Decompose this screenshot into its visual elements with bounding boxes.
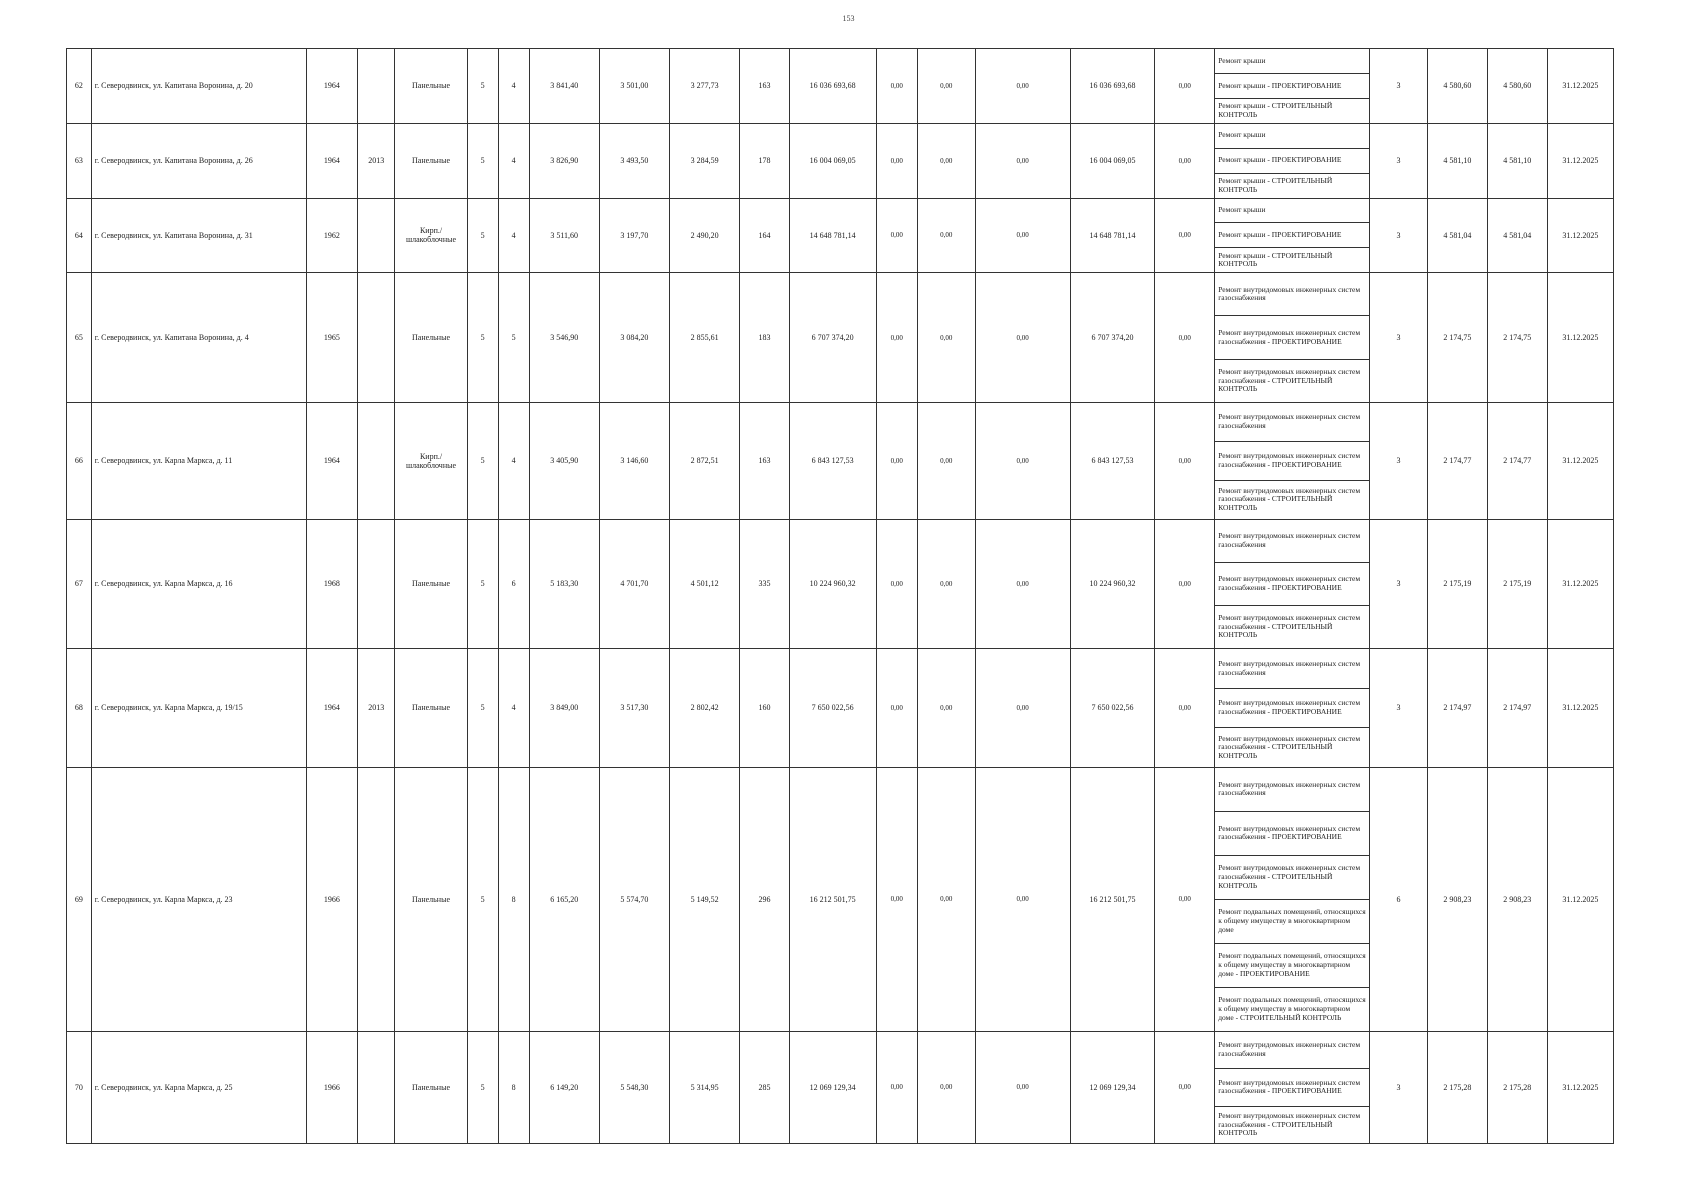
cell-cost-region: 0,00 (917, 1031, 975, 1143)
works-list (1215, 403, 1369, 519)
cell-area-living: 5 548,30 (599, 1031, 669, 1143)
work-item: Ремонт подвальных помещений, относящихся к общему имуществу в многоквартирном доме (1215, 900, 1369, 944)
cell-cost-owners: 6 707 374,20 (1070, 273, 1155, 403)
works-cell (1215, 49, 1370, 124)
works-cell (1215, 273, 1370, 403)
cell-cost-other: 0,00 (1155, 767, 1215, 1031)
table-row (67, 198, 1614, 273)
cell-cost-total: 10 224 960,32 (789, 519, 876, 649)
cell-cost-total: 6 843 127,53 (789, 402, 876, 519)
cell-cost-other: 0,00 (1155, 649, 1215, 768)
work-item: Ремонт крыши (1215, 124, 1369, 149)
table-row (67, 402, 1614, 519)
cell-area-living: 3 493,50 (599, 123, 669, 198)
cell-year-repair (358, 49, 395, 124)
cell-entrances: 4 (498, 123, 529, 198)
cell-area-owned: 5 149,52 (670, 767, 740, 1031)
work-item: Ремонт крыши - ПРОЕКТИРОВАНИЕ (1215, 149, 1369, 174)
cell-works-count: 3 (1370, 123, 1428, 198)
cell-year-built: 1964 (306, 49, 358, 124)
cell-deadline: 31.12.2025 (1547, 123, 1613, 198)
cell-entrances: 8 (498, 767, 529, 1031)
cell-cost-fund: 0,00 (876, 519, 917, 649)
cell-year-repair (358, 198, 395, 273)
cell-unit-cost-max: 2 175,28 (1487, 1031, 1547, 1143)
work-item: Ремонт крыши - СТРОИТЕЛЬНЫЙ КОНТРОЛЬ (1218, 175, 1333, 194)
cell-unit-cost-max: 2 175,19 (1487, 519, 1547, 649)
cell-num: 63 (67, 123, 92, 198)
table-row (67, 767, 1614, 1031)
cell-floors: 5 (467, 519, 498, 649)
cell-area-total: 3 405,90 (529, 402, 599, 519)
works-list (1215, 273, 1369, 402)
cell-walls: Кирп./ шлакоблочные (395, 402, 467, 519)
work-item: Ремонт внутридомовых инженерных систем газоснабжения - СТРОИТЕЛЬНЫЙ КОНТРОЛЬ (1218, 733, 1361, 760)
cell-floors: 5 (467, 402, 498, 519)
cell-floors: 5 (467, 273, 498, 403)
cell-area-total: 3 511,60 (529, 198, 599, 273)
cell-address: г. Северодвинск, ул. Карла Маркса, д. 11 (91, 402, 306, 519)
cell-area-living: 5 574,70 (599, 767, 669, 1031)
work-item: Ремонт внутридомовых инженерных систем газоснабжения - СТРОИТЕЛЬНЫЙ КОНТРОЛЬ (1218, 1110, 1361, 1138)
work-item: Ремонт внутридомовых инженерных систем газоснабжения - ПРОЕКТИРОВАНИЕ (1215, 442, 1369, 481)
cell-unit-cost: 4 581,10 (1427, 123, 1487, 198)
cell-area-owned: 2 855,61 (670, 273, 740, 403)
cell-year-built: 1966 (306, 767, 358, 1031)
cell-year-built: 1964 (306, 649, 358, 768)
cell-area-owned: 3 277,73 (670, 49, 740, 124)
cell-entrances: 6 (498, 519, 529, 649)
cell-year-repair (358, 519, 395, 649)
works-list (1215, 520, 1369, 649)
cell-year-repair: 2013 (358, 649, 395, 768)
cell-cost-local: 0,00 (975, 123, 1070, 198)
cell-works-count: 3 (1370, 519, 1428, 649)
work-item: Ремонт крыши - СТРОИТЕЛЬНЫЙ КОНТРОЛЬ (1218, 250, 1333, 269)
cell-cost-total: 6 707 374,20 (789, 273, 876, 403)
cell-area-living: 3 517,30 (599, 649, 669, 768)
cell-works-count: 3 (1370, 649, 1428, 768)
cell-cost-fund: 0,00 (876, 198, 917, 273)
work-item: Ремонт подвальных помещений, относящихся к общему имуществу в многоквартирном доме - ПРОЕКТИРОВАНИЕ (1215, 944, 1369, 988)
work-item: Ремонт крыши - СТРОИТЕЛЬНЫЙ КОНТРОЛЬ (1218, 101, 1333, 119)
works-cell (1215, 649, 1370, 768)
work-item: Ремонт крыши - ПРОЕКТИРОВАНИЕ (1215, 74, 1369, 99)
cell-works-count: 3 (1370, 49, 1428, 124)
table-body (67, 49, 1614, 1144)
cell-cost-owners: 14 648 781,14 (1070, 198, 1155, 273)
work-item: Ремонт внутридомовых инженерных систем газоснабжения - ПРОЕКТИРОВАНИЕ (1215, 1069, 1369, 1106)
work-item: Ремонт внутридомовых инженерных систем газоснабжения - СТРОИТЕЛЬНЫЙ КОНТРОЛЬ (1218, 366, 1361, 394)
works-cell (1215, 402, 1370, 519)
cell-unit-cost-max: 4 580,60 (1487, 49, 1547, 124)
table-row (67, 49, 1614, 124)
cell-year-built: 1964 (306, 123, 358, 198)
cell-walls: Панельные (395, 519, 467, 649)
works-cell (1215, 198, 1370, 273)
cell-deadline: 31.12.2025 (1547, 402, 1613, 519)
cell-cost-owners: 16 004 069,05 (1070, 123, 1155, 198)
cell-deadline: 31.12.2025 (1547, 198, 1613, 273)
cell-address: г. Северодвинск, ул. Капитана Воронина, д. 20 (91, 49, 306, 124)
cell-unit-cost: 2 175,19 (1427, 519, 1487, 649)
cell-unit-cost-max: 4 581,10 (1487, 123, 1547, 198)
cell-works-count: 3 (1370, 273, 1428, 403)
cell-deadline: 31.12.2025 (1547, 1031, 1613, 1143)
works-list (1215, 49, 1369, 123)
works-cell (1215, 519, 1370, 649)
cell-floors: 5 (467, 49, 498, 124)
cell-entrances: 5 (498, 273, 529, 403)
cell-area-living: 3 501,00 (599, 49, 669, 124)
cell-address: г. Северодвинск, ул. Карла Маркса, д. 25 (91, 1031, 306, 1143)
cell-cost-region: 0,00 (917, 198, 975, 273)
cell-entrances: 8 (498, 1031, 529, 1143)
cell-cost-other: 0,00 (1155, 1031, 1215, 1143)
cell-area-owned: 4 501,12 (670, 519, 740, 649)
cell-cost-local: 0,00 (975, 649, 1070, 768)
works-list (1215, 199, 1369, 273)
cell-residents: 163 (740, 402, 790, 519)
works-cell (1215, 767, 1370, 1031)
table-row (67, 123, 1614, 198)
cell-walls: Кирп./ шлакоблочные (395, 198, 467, 273)
cell-cost-fund: 0,00 (876, 402, 917, 519)
cell-works-count: 3 (1370, 198, 1428, 273)
cell-year-built: 1962 (306, 198, 358, 273)
cell-cost-other: 0,00 (1155, 519, 1215, 649)
cell-unit-cost-max: 2 174,77 (1487, 402, 1547, 519)
cell-year-repair (358, 1031, 395, 1143)
cell-cost-region: 0,00 (917, 273, 975, 403)
cell-cost-other: 0,00 (1155, 198, 1215, 273)
cell-unit-cost: 2 174,97 (1427, 649, 1487, 768)
cell-cost-fund: 0,00 (876, 49, 917, 124)
cell-cost-owners: 16 212 501,75 (1070, 767, 1155, 1031)
work-item: Ремонт внутридомовых инженерных систем газоснабжения - ПРОЕКТИРОВАНИЕ (1215, 316, 1369, 359)
work-item: Ремонт подвальных помещений, относящихся к общему имуществу в многоквартирном доме - СТРОИТЕЛЬНЫЙ КОНТРОЛЬ (1218, 995, 1366, 1022)
work-item: Ремонт внутридомовых инженерных систем газоснабжения (1215, 403, 1369, 442)
cell-num: 65 (67, 273, 92, 403)
cell-area-total: 3 841,40 (529, 49, 599, 124)
cell-cost-other: 0,00 (1155, 273, 1215, 403)
cell-residents: 163 (740, 49, 790, 124)
cell-address: г. Северодвинск, ул. Карла Маркса, д. 19/15 (91, 649, 306, 768)
cell-deadline: 31.12.2025 (1547, 273, 1613, 403)
housing-repair-table (66, 48, 1614, 1144)
cell-cost-total: 16 036 693,68 (789, 49, 876, 124)
cell-cost-fund: 0,00 (876, 273, 917, 403)
cell-area-living: 3 084,20 (599, 273, 669, 403)
cell-address: г. Северодвинск, ул. Капитана Воронина, д. 4 (91, 273, 306, 403)
cell-area-owned: 3 284,59 (670, 123, 740, 198)
cell-cost-other: 0,00 (1155, 402, 1215, 519)
cell-cost-local: 0,00 (975, 49, 1070, 124)
cell-unit-cost: 4 581,04 (1427, 198, 1487, 273)
cell-num: 64 (67, 198, 92, 273)
cell-cost-region: 0,00 (917, 767, 975, 1031)
cell-cost-local: 0,00 (975, 519, 1070, 649)
cell-unit-cost-max: 4 581,04 (1487, 198, 1547, 273)
cell-area-total: 3 849,00 (529, 649, 599, 768)
cell-year-built: 1968 (306, 519, 358, 649)
work-item: Ремонт внутридомовых инженерных систем газоснабжения - СТРОИТЕЛЬНЫЙ КОНТРОЛЬ (1218, 613, 1361, 640)
work-item: Ремонт внутридомовых инженерных систем газоснабжения (1215, 1032, 1369, 1069)
works-cell (1215, 123, 1370, 198)
cell-cost-fund: 0,00 (876, 649, 917, 768)
cell-walls: Панельные (395, 767, 467, 1031)
page-number: 153 (842, 14, 855, 23)
cell-unit-cost-max: 2 174,97 (1487, 649, 1547, 768)
cell-cost-local: 0,00 (975, 767, 1070, 1031)
cell-cost-fund: 0,00 (876, 1031, 917, 1143)
cell-cost-owners: 7 650 022,56 (1070, 649, 1155, 768)
works-list (1215, 1032, 1369, 1143)
cell-cost-owners: 12 069 129,34 (1070, 1031, 1155, 1143)
works-cell (1215, 1031, 1370, 1143)
cell-area-total: 5 183,30 (529, 519, 599, 649)
cell-unit-cost: 2 174,75 (1427, 273, 1487, 403)
cell-num: 67 (67, 519, 92, 649)
cell-walls: Панельные (395, 123, 467, 198)
cell-walls: Панельные (395, 49, 467, 124)
cell-num: 69 (67, 767, 92, 1031)
cell-num: 70 (67, 1031, 92, 1143)
cell-area-total: 6 149,20 (529, 1031, 599, 1143)
cell-cost-region: 0,00 (917, 519, 975, 649)
work-item: Ремонт крыши (1215, 49, 1369, 74)
work-item: Ремонт крыши (1215, 199, 1369, 224)
cell-works-count: 3 (1370, 1031, 1428, 1143)
cell-deadline: 31.12.2025 (1547, 649, 1613, 768)
cell-year-repair (358, 402, 395, 519)
cell-year-repair: 2013 (358, 123, 395, 198)
work-item: Ремонт внутридомовых инженерных систем газоснабжения (1215, 520, 1369, 563)
cell-floors: 5 (467, 767, 498, 1031)
table-row (67, 519, 1614, 649)
table-row (67, 649, 1614, 768)
cell-area-total: 3 826,90 (529, 123, 599, 198)
cell-area-total: 6 165,20 (529, 767, 599, 1031)
cell-area-total: 3 546,90 (529, 273, 599, 403)
cell-deadline: 31.12.2025 (1547, 519, 1613, 649)
cell-cost-other: 0,00 (1155, 123, 1215, 198)
cell-area-owned: 2 490,20 (670, 198, 740, 273)
cell-cost-region: 0,00 (917, 402, 975, 519)
works-list (1215, 768, 1369, 1031)
cell-cost-other: 0,00 (1155, 49, 1215, 124)
work-item: Ремонт внутридомовых инженерных систем газоснабжения - ПРОЕКТИРОВАНИЕ (1215, 812, 1369, 856)
cell-floors: 5 (467, 1031, 498, 1143)
cell-cost-fund: 0,00 (876, 123, 917, 198)
works-list (1215, 649, 1369, 767)
work-item: Ремонт крыши - ПРОЕКТИРОВАНИЕ (1215, 223, 1369, 248)
cell-residents: 285 (740, 1031, 790, 1143)
cell-area-living: 3 146,60 (599, 402, 669, 519)
cell-year-repair (358, 273, 395, 403)
cell-cost-local: 0,00 (975, 273, 1070, 403)
cell-cost-region: 0,00 (917, 123, 975, 198)
cell-cost-total: 12 069 129,34 (789, 1031, 876, 1143)
cell-unit-cost-max: 2 908,23 (1487, 767, 1547, 1031)
cell-area-living: 4 701,70 (599, 519, 669, 649)
cell-cost-owners: 6 843 127,53 (1070, 402, 1155, 519)
cell-floors: 5 (467, 649, 498, 768)
cell-floors: 5 (467, 123, 498, 198)
cell-entrances: 4 (498, 49, 529, 124)
cell-area-owned: 2 802,42 (670, 649, 740, 768)
cell-entrances: 4 (498, 198, 529, 273)
table-row (67, 1031, 1614, 1143)
cell-year-built: 1965 (306, 273, 358, 403)
cell-entrances: 4 (498, 402, 529, 519)
cell-residents: 178 (740, 123, 790, 198)
work-item: Ремонт внутридомовых инженерных систем газоснабжения (1215, 649, 1369, 689)
cell-num: 62 (67, 49, 92, 124)
cell-address: г. Северодвинск, ул. Карла Маркса, д. 23 (91, 767, 306, 1031)
cell-cost-owners: 16 036 693,68 (1070, 49, 1155, 124)
cell-address: г. Северодвинск, ул. Капитана Воронина, д. 31 (91, 198, 306, 273)
cell-cost-region: 0,00 (917, 649, 975, 768)
cell-walls: Панельные (395, 649, 467, 768)
cell-deadline: 31.12.2025 (1547, 49, 1613, 124)
cell-num: 66 (67, 402, 92, 519)
cell-floors: 5 (467, 198, 498, 273)
cell-residents: 335 (740, 519, 790, 649)
cell-walls: Панельные (395, 1031, 467, 1143)
cell-year-built: 1966 (306, 1031, 358, 1143)
cell-cost-local: 0,00 (975, 198, 1070, 273)
work-item: Ремонт внутридомовых инженерных систем газоснабжения (1215, 768, 1369, 812)
cell-cost-local: 0,00 (975, 402, 1070, 519)
cell-walls: Панельные (395, 273, 467, 403)
cell-works-count: 3 (1370, 402, 1428, 519)
table-row (67, 273, 1614, 403)
cell-year-repair (358, 767, 395, 1031)
work-item: Ремонт внутридомовых инженерных систем газоснабжения - ПРОЕКТИРОВАНИЕ (1215, 689, 1369, 729)
cell-unit-cost-max: 2 174,75 (1487, 273, 1547, 403)
cell-address: г. Северодвинск, ул. Карла Маркса, д. 16 (91, 519, 306, 649)
cell-area-owned: 2 872,51 (670, 402, 740, 519)
cell-residents: 164 (740, 198, 790, 273)
cell-unit-cost: 2 175,28 (1427, 1031, 1487, 1143)
cell-area-owned: 5 314,95 (670, 1031, 740, 1143)
cell-year-built: 1964 (306, 402, 358, 519)
works-list (1215, 124, 1369, 198)
work-item: Ремонт внутридомовых инженерных систем газоснабжения (1215, 273, 1369, 316)
cell-residents: 296 (740, 767, 790, 1031)
cell-address: г. Северодвинск, ул. Капитана Воронина, д. 26 (91, 123, 306, 198)
work-item: Ремонт внутридомовых инженерных систем газоснабжения - СТРОИТЕЛЬНЫЙ КОНТРОЛЬ (1218, 485, 1361, 512)
cell-area-living: 3 197,70 (599, 198, 669, 273)
cell-residents: 183 (740, 273, 790, 403)
cell-cost-total: 7 650 022,56 (789, 649, 876, 768)
cell-works-count: 6 (1370, 767, 1428, 1031)
cell-cost-fund: 0,00 (876, 767, 917, 1031)
cell-cost-total: 16 212 501,75 (789, 767, 876, 1031)
cell-residents: 160 (740, 649, 790, 768)
cell-cost-total: 16 004 069,05 (789, 123, 876, 198)
cell-unit-cost: 2 908,23 (1427, 767, 1487, 1031)
cell-deadline: 31.12.2025 (1547, 767, 1613, 1031)
cell-cost-region: 0,00 (917, 49, 975, 124)
cell-cost-total: 14 648 781,14 (789, 198, 876, 273)
cell-unit-cost: 2 174,77 (1427, 402, 1487, 519)
work-item: Ремонт внутридомовых инженерных систем газоснабжения - СТРОИТЕЛЬНЫЙ КОНТРОЛЬ (1215, 856, 1369, 900)
cell-unit-cost: 4 580,60 (1427, 49, 1487, 124)
cell-cost-owners: 10 224 960,32 (1070, 519, 1155, 649)
cell-entrances: 4 (498, 649, 529, 768)
work-item: Ремонт внутридомовых инженерных систем газоснабжения - ПРОЕКТИРОВАНИЕ (1215, 563, 1369, 606)
cell-num: 68 (67, 649, 92, 768)
cell-cost-local: 0,00 (975, 1031, 1070, 1143)
